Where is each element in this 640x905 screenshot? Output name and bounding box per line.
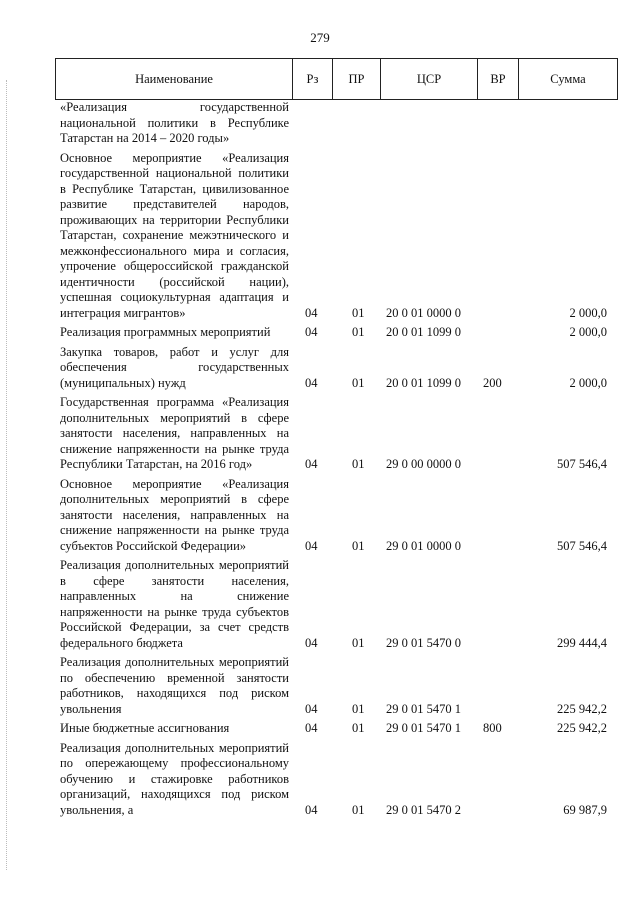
header-name: Наименование bbox=[56, 59, 293, 100]
table-row bbox=[0, 100, 640, 147]
table-row bbox=[0, 655, 640, 717]
header-pr: ПР bbox=[333, 59, 381, 100]
row-name: Реализация дополнительных мероприятий по опережающему профессиональному обучению и стажировке работников организаций, находящихся под риском увольнения, а bbox=[60, 740, 289, 817]
row-rz: 04 bbox=[305, 457, 318, 471]
row-pr: 01 bbox=[352, 538, 365, 553]
row-rz: 04 bbox=[305, 802, 318, 817]
row-sum: 225 942,2 bbox=[557, 721, 607, 735]
row-rz: 04 bbox=[305, 721, 318, 735]
header-sum: Сумма bbox=[519, 59, 618, 100]
row-pr: 01 bbox=[352, 457, 365, 471]
header-csr: ЦСР bbox=[381, 59, 478, 100]
row-csr: 20 0 01 1099 0 bbox=[386, 325, 461, 339]
budget-table-body bbox=[0, 99, 640, 818]
table-row bbox=[0, 325, 640, 341]
row-pr: 01 bbox=[352, 701, 365, 716]
row-name: Реализация программных мероприятий bbox=[60, 325, 271, 339]
row-pr: 01 bbox=[352, 635, 365, 650]
header-vr: ВР bbox=[478, 59, 519, 100]
row-rz: 04 bbox=[305, 305, 318, 320]
row-sum: 2 000,0 bbox=[569, 325, 607, 339]
table-row bbox=[0, 395, 640, 473]
row-pr: 01 bbox=[352, 325, 365, 339]
row-name: Государственная программа «Реализация дополнительных мероприятий в сфере занятости населения, направленных на снижение напряженности на рынке труда Республики Татарстан, на 2016 год» bbox=[60, 395, 289, 471]
header-rz: Рз bbox=[293, 59, 333, 100]
table-row bbox=[0, 151, 640, 322]
row-rz: 04 bbox=[305, 701, 318, 716]
row-sum: 2 000,0 bbox=[569, 305, 607, 320]
page-number: 279 bbox=[310, 30, 330, 45]
row-sum: 507 546,4 bbox=[557, 457, 607, 471]
row-pr: 01 bbox=[352, 305, 365, 320]
row-csr: 29 0 01 5470 1 bbox=[386, 701, 461, 716]
row-pr: 01 bbox=[352, 721, 365, 735]
table-row bbox=[0, 345, 640, 392]
table-row bbox=[0, 477, 640, 555]
table-row bbox=[0, 741, 640, 819]
row-name: Основное мероприятие «Реализация дополнительных мероприятий в сфере занятости населения, направленных на снижение напряженности на рынке труда субъектов Российской Федерации» bbox=[60, 476, 289, 553]
row-csr: 29 0 01 5470 0 bbox=[386, 635, 461, 650]
row-sum: 225 942,2 bbox=[557, 701, 607, 716]
row-csr: 20 0 01 1099 0 bbox=[386, 375, 461, 390]
row-sum: 2 000,0 bbox=[569, 375, 607, 390]
row-sum: 299 444,4 bbox=[557, 635, 607, 650]
row-sum: 507 546,4 bbox=[557, 538, 607, 553]
row-rz: 04 bbox=[305, 538, 318, 553]
row-sum: 69 987,9 bbox=[563, 802, 607, 817]
row-rz: 04 bbox=[305, 325, 318, 339]
row-name: Закупка товаров, работ и услуг для обеспечения государственных (муниципальных) нужд bbox=[60, 344, 289, 390]
table-header bbox=[55, 58, 618, 100]
row-csr: 29 0 00 0000 0 bbox=[386, 457, 461, 471]
row-vr: 200 bbox=[483, 375, 502, 390]
row-name: Иные бюджетные ассигнования bbox=[60, 721, 230, 735]
row-csr: 20 0 01 0000 0 bbox=[386, 305, 461, 320]
row-name: Основное мероприятие «Реализация государственной национальной политики в Республике Татарстан, цивилизованное развитие представителей народов, проживающих на территории Республики Татарстан, сохранение межэтнического и межконфессионального мира и согласия, упрочение общероссийской гражданской идентичности (российской нации), успешная социокультурная адаптация и интеграция мигрантов» bbox=[60, 150, 289, 320]
row-csr: 29 0 01 0000 0 bbox=[386, 538, 461, 553]
row-csr: 29 0 01 5470 1 bbox=[386, 721, 461, 735]
row-rz: 04 bbox=[305, 635, 318, 650]
row-csr: 29 0 01 5470 2 bbox=[386, 802, 461, 817]
row-pr: 01 bbox=[352, 802, 365, 817]
row-name: Реализация дополнительных мероприятий в сфере занятости населения, направленных на снижение напряженности на рынке труда субъектов Российской Федерации, за счет средств федерального бюджета bbox=[60, 558, 289, 650]
table-row bbox=[0, 558, 640, 651]
table-row bbox=[0, 721, 640, 737]
row-vr: 800 bbox=[483, 721, 502, 735]
row-rz: 04 bbox=[305, 375, 318, 390]
row-name: Реализация дополнительных мероприятий по обеспечению временной занятости работников, находящихся под риском увольнения bbox=[60, 655, 289, 716]
row-pr: 01 bbox=[352, 375, 365, 390]
row-name: «Реализация государственной национальной политики в Республике Татарстан на 2014 – 2020 годы» bbox=[60, 100, 289, 145]
